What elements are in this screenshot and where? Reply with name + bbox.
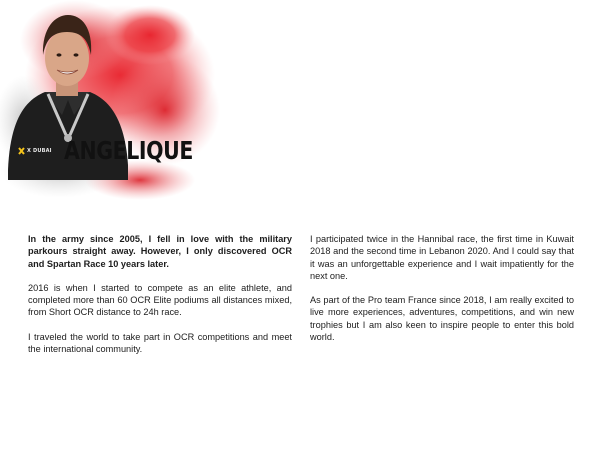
red-splash-portrait-illustration — [0, 0, 230, 205]
athlete-portrait — [0, 0, 230, 205]
athlete-name: ANGELIQUE — [64, 136, 193, 165]
travel-paragraph: I traveled the world to take part in OCR competitions and meet the international community. — [28, 331, 292, 355]
hannibal-paragraph: I participated twice in the Hannibal race, the first time in Kuwait 2018 and the second time in Lebanon 2020. And I could say that it was an unforgettable experience and I wait impatiently for the next one. — [310, 234, 574, 281]
pro-team-paragraph: As part of the Pro team France since 2018, I am really excited to live more experiences, adventures, competitions, and win new trophies but I am also keen to inspire people to enter this bold world. — [310, 295, 574, 343]
intro-paragraph: In the army since 2005, I fell in love with the military parkours straight away. However, I only discovered OCR and Spartan Race 10 years later. — [28, 234, 292, 269]
right-text-column — [310, 233, 574, 355]
competition-paragraph: 2016 is when I started to compete as an elite athlete, and completed more than 60 OCR Elite podiums all distances mixed, from Short OCR distance to 24h race. — [28, 282, 292, 318]
jacket-brand-logo: X DUBAI — [27, 148, 52, 154]
left-text-column — [28, 233, 292, 367]
